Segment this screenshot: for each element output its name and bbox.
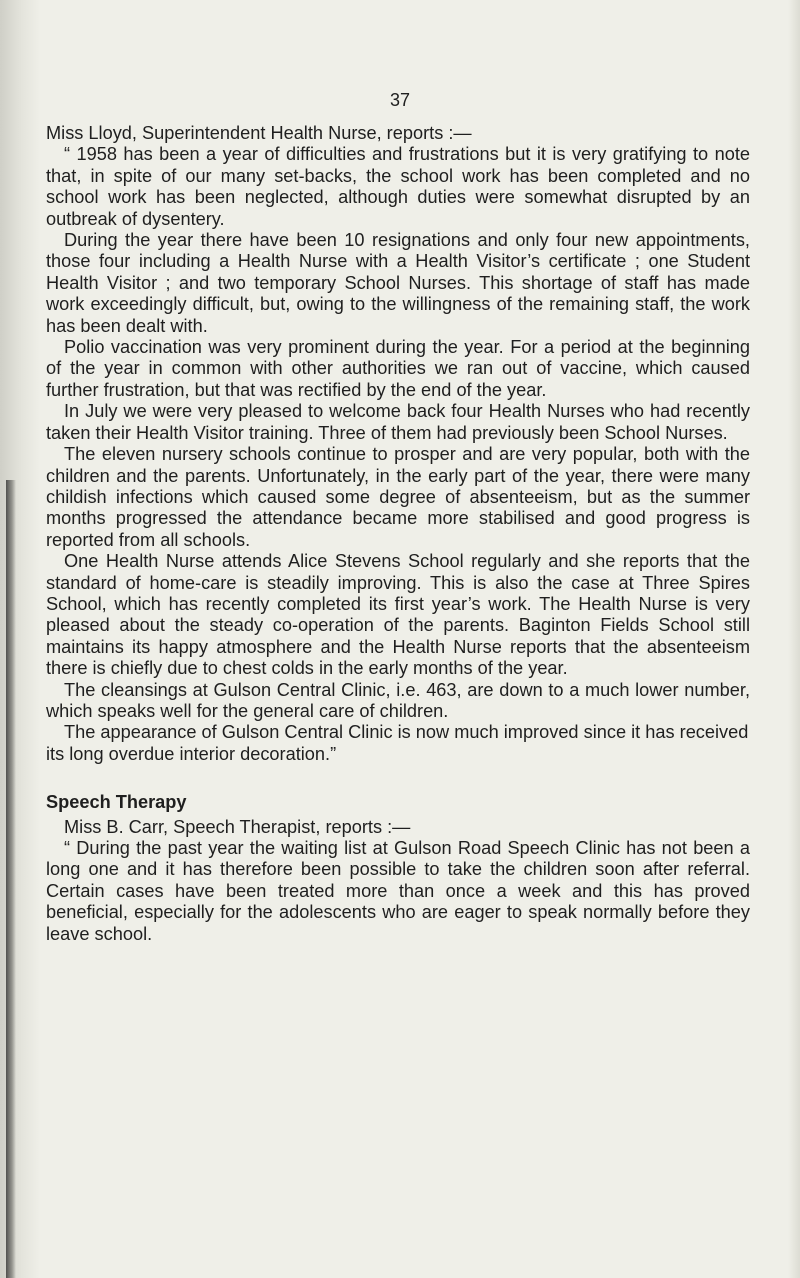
speech-therapy-paragraph: “ During the past year the waiting list at Gulson Road Speech Clinic has not been a long one and it has therefore been possible to take the children soon after referral. Certain cases have been treated more than once a week and this has proved beneficial, especially for the adolescents who are eager to speak normally before they leave school. [46,838,750,944]
speech-therapy-intro: Miss B. Carr, Speech Therapist, reports :— [64,816,411,837]
lloyd-paragraph-cleansings: The cleansings at Gulson Central Clinic, i.e. 463, are down to a much lower number, which speaks well for the general care of children. [46,679,750,721]
binding-shadow [6,480,16,1278]
page-right-edge [788,0,800,1278]
lloyd-paragraph-nursery-schools: The eleven nursery schools continue to prosper and are very popular, both with the children and the parents. Unfortunately, in the early part of the year, there were many childish infections which caused some degree of absenteeism, but as the summer months progressed the attendance became more stabilised and good progress is reported from all schools. [46,444,750,550]
page-number: 37 [389,90,411,110]
lloyd-paragraph-health-nurses: In July we were very pleased to welcome back four Health Nurses who had recently taken their Health Visitor training. Three of them had previously been School Nurses. [46,401,750,443]
lloyd-paragraph-difficulties: “ 1958 has been a year of difficulties and frustrations but it is very gratifying to note that, in spite of our many set-backs, the school work has been completed and no school work has been neglected, although duties were somewhat disrupted by an outbreak of dysentery. [46,144,750,229]
lloyd-report-intro: Miss Lloyd, Superintendent Health Nurse, reports :— [46,123,472,143]
lloyd-paragraph-staffing: During the year there have been 10 resignations and only four new appointments, those four including a Health Nurse with a Health Visitor’s certificate ; one Student Health Visitor ; and two temporary School Nurses. This shortage of staff has made work exceedingly difficult, but, owing to the willingness of the remaining staff, the work has been dealt with. [46,230,750,336]
report-body [46,123,750,945]
document-page [46,0,754,1278]
speech-therapy-heading: Speech Therapy [46,792,187,813]
lloyd-paragraph-special-schools: One Health Nurse attends Alice Stevens School regularly and she reports that the standard of home-care is steadily improving. This is also the case at Three Spires School, which has recently completed its first year’s work. The Health Nurse is very pleased about the steady co-operation of the parents. Baginton Fields School still maintains its happy atmosphere and the Health Nurse reports that the absenteeism there is chiefly due to chest colds in the early months of the year. [46,551,750,679]
lloyd-paragraph-polio: Polio vaccination was very prominent during the year. For a period at the beginning of the year in common with other authorities we ran out of vaccine, which caused further frustration, but that was rectified by the end of the year. [46,337,750,400]
lloyd-paragraph-clinic-decoration: The appearance of Gulson Central Clinic is now much improved since it has received its long overdue interior decoration.” [46,722,749,764]
